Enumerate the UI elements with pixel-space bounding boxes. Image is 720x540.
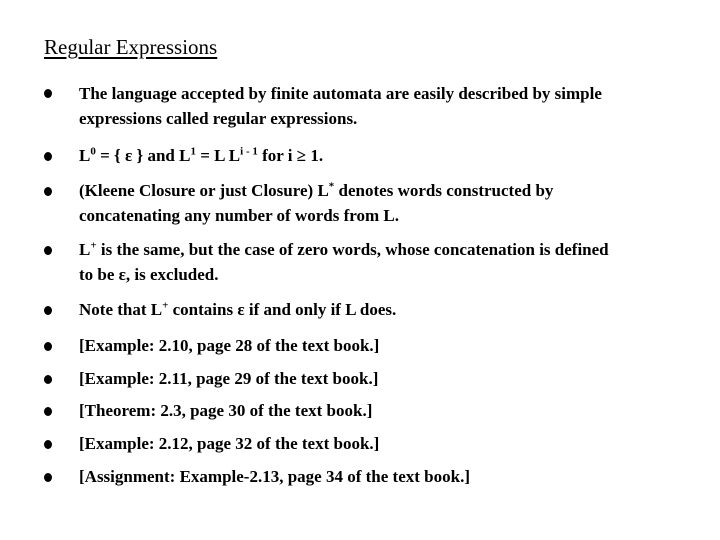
bullet-text: [Assignment: Example-2.13, page 34 of the text book.] (79, 467, 470, 486)
bullet-text: $L^0$ = { ε } and $L^1 = L$ $L^{i - 1}$ for i ≥ 1. (79, 145, 324, 165)
bullet-text: The language accepted by finite automata are easily described by simple expressions called regular expressions. (79, 84, 602, 128)
bullet-dot-icon (44, 89, 52, 98)
bullet-dot-icon (44, 440, 52, 449)
bullet-dot-icon (44, 375, 52, 384)
slide-title: Regular Expressions (44, 35, 218, 59)
bullet-dot-icon (44, 306, 52, 315)
bullet-text: Note that L+ contains ε if and only if L does. (79, 299, 397, 319)
bullet-dot-icon (44, 246, 52, 255)
bullet-text: [Example: 2.10, page 28 of the text book.] (79, 336, 380, 355)
bullet-text: [Example: 2.12, page 32 of the text book.] (79, 434, 380, 453)
bullet-dot-icon (44, 152, 52, 161)
bullet-dot-icon (44, 473, 52, 482)
bullet-dot-icon (44, 187, 52, 196)
bullet-text: L+ is the same, but the case of zero words, whose concatenation is defined to be ε, is excluded. (79, 239, 609, 284)
bullet-dot-icon (44, 407, 52, 416)
bullet-text: [Theorem: 2.3, page 30 of the text book.] (79, 401, 373, 420)
bullet-text: (Kleene Closure or just Closure) L* denotes words constructed by concatenating any number of words from L. (79, 180, 554, 225)
bullet-text: [Example: 2.11, page 29 of the text book.] (79, 369, 379, 388)
bullet-dot-icon (44, 342, 52, 351)
